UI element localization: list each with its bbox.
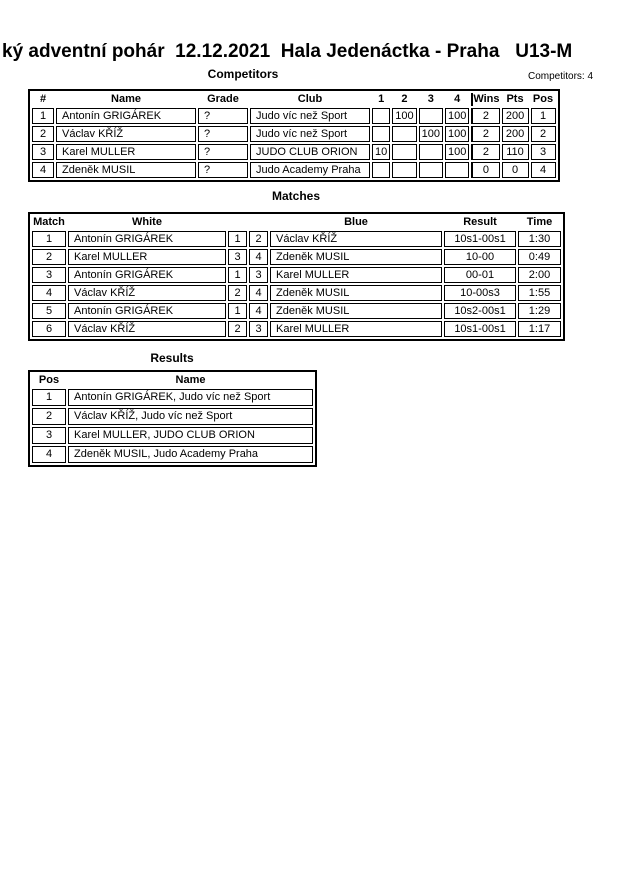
cell-score-3 bbox=[419, 144, 443, 160]
result-row bbox=[32, 389, 313, 406]
cell-pos: 2 bbox=[531, 126, 556, 142]
cell-result-name: Karel MULLER, JUDO CLUB ORION bbox=[68, 427, 313, 444]
competitor-row bbox=[32, 108, 556, 124]
cell-time: 1:55 bbox=[518, 285, 561, 301]
matches-header-row bbox=[32, 216, 561, 229]
cell-name: Antonín GRIGÁREK bbox=[56, 108, 196, 124]
col-header-white: White bbox=[132, 216, 162, 228]
competitor-row bbox=[32, 144, 556, 160]
competitors-table bbox=[28, 89, 560, 182]
col-header-name: Name bbox=[111, 93, 141, 105]
cell-blue-num: 2 bbox=[249, 231, 268, 247]
match-row bbox=[32, 249, 561, 265]
cell-match-num: 1 bbox=[32, 231, 66, 247]
cell-blue-num: 4 bbox=[249, 249, 268, 265]
col-header-4: 4 bbox=[454, 93, 461, 105]
cell-white-num: 1 bbox=[228, 303, 247, 319]
cell-time: 1:30 bbox=[518, 231, 561, 247]
cell-white-name: Antonín GRIGÁREK bbox=[68, 303, 226, 319]
cell-grade: ? bbox=[198, 162, 248, 178]
cell-pos: 2 bbox=[32, 408, 66, 425]
cell-grade: ? bbox=[198, 126, 248, 142]
cell-time: 1:29 bbox=[518, 303, 561, 319]
match-row bbox=[32, 303, 561, 319]
page-title: ký adventní pohár 12.12.2021 Hala Jedenáctka - Praha U13-M bbox=[2, 41, 573, 62]
cell-blue-name: Zdeněk MUSIL bbox=[270, 285, 442, 301]
cell-score-3 bbox=[419, 108, 443, 124]
cell-num: 4 bbox=[32, 162, 54, 178]
cell-pos: 3 bbox=[531, 144, 556, 160]
col-header-2: 2 bbox=[401, 93, 408, 105]
cell-score-1 bbox=[372, 162, 390, 178]
cell-pts: 110 bbox=[502, 144, 529, 160]
col-header-pos: Pos bbox=[38, 374, 60, 386]
cell-club: JUDO CLUB ORION bbox=[250, 144, 370, 160]
cell-pos: 4 bbox=[32, 446, 66, 463]
results-section-label: Results bbox=[150, 351, 194, 365]
cell-white-name: Václav KŘÍŽ bbox=[68, 321, 226, 337]
cell-white-name: Václav KŘÍŽ bbox=[68, 285, 226, 301]
cell-white-name: Antonín GRIGÁREK bbox=[68, 267, 226, 283]
results-header-row bbox=[32, 374, 313, 387]
cell-blue-num: 3 bbox=[249, 321, 268, 337]
cell-result: 00-01 bbox=[444, 267, 516, 283]
cell-score-2: 100 bbox=[392, 108, 416, 124]
cell-score-4: 100 bbox=[445, 144, 469, 160]
cell-score-2 bbox=[392, 144, 416, 160]
cell-white-num: 2 bbox=[228, 285, 247, 301]
cell-blue-name: Karel MULLER bbox=[270, 321, 442, 337]
cell-num: 1 bbox=[32, 108, 54, 124]
competitor-row bbox=[32, 162, 556, 178]
cell-club: Judo víc než Sport bbox=[250, 108, 370, 124]
cell-pos: 4 bbox=[531, 162, 556, 178]
cell-name: Karel MULLER bbox=[56, 144, 196, 160]
cell-pts: 200 bbox=[502, 108, 529, 124]
matches-section-label: Matches bbox=[271, 189, 321, 203]
cell-score-4: 100 bbox=[445, 126, 469, 142]
cell-time: 0:49 bbox=[518, 249, 561, 265]
cell-pos: 3 bbox=[32, 427, 66, 444]
cell-score-4 bbox=[445, 162, 469, 178]
cell-result: 10-00 bbox=[444, 249, 516, 265]
cell-time: 2:00 bbox=[518, 267, 561, 283]
match-row bbox=[32, 285, 561, 301]
cell-pos: 1 bbox=[531, 108, 556, 124]
col-header-blue-num bbox=[249, 216, 268, 229]
col-header-1: 1 bbox=[378, 93, 385, 105]
col-header-match: Match bbox=[33, 216, 65, 228]
col-header-blue: Blue bbox=[344, 216, 368, 228]
cell-score-1 bbox=[372, 126, 390, 142]
cell-white-name: Antonín GRIGÁREK bbox=[68, 231, 226, 247]
matches-table bbox=[28, 212, 565, 341]
col-header-pts: Pts bbox=[506, 93, 524, 105]
competitors-section-label: Competitors bbox=[207, 67, 279, 81]
cell-wins: 2 bbox=[471, 126, 499, 142]
cell-score-4: 100 bbox=[445, 108, 469, 124]
cell-result: 10s2-00s1 bbox=[444, 303, 516, 319]
cell-blue-name: Zdeněk MUSIL bbox=[270, 249, 442, 265]
cell-blue-num: 3 bbox=[249, 267, 268, 283]
cell-name: Václav KŘÍŽ bbox=[56, 126, 196, 142]
cell-score-3 bbox=[419, 162, 443, 178]
col-header-3: 3 bbox=[427, 93, 434, 105]
cell-name: Zdeněk MUSIL bbox=[56, 162, 196, 178]
cell-match-num: 2 bbox=[32, 249, 66, 265]
cell-blue-name: Václav KŘÍŽ bbox=[270, 231, 442, 247]
cell-result: 10s1-00s1 bbox=[444, 321, 516, 337]
cell-score-3: 100 bbox=[419, 126, 443, 142]
col-header-wins: Wins bbox=[473, 93, 500, 105]
cell-match-num: 4 bbox=[32, 285, 66, 301]
col-header-num: # bbox=[39, 93, 47, 105]
cell-result: 10-00s3 bbox=[444, 285, 516, 301]
cell-match-num: 5 bbox=[32, 303, 66, 319]
result-row bbox=[32, 427, 313, 444]
match-row bbox=[32, 321, 561, 337]
result-row bbox=[32, 446, 313, 463]
cell-result: 10s1-00s1 bbox=[444, 231, 516, 247]
cell-blue-name: Zdeněk MUSIL bbox=[270, 303, 442, 319]
cell-pts: 200 bbox=[502, 126, 529, 142]
cell-white-num: 2 bbox=[228, 321, 247, 337]
competitor-row bbox=[32, 126, 556, 142]
cell-score-1 bbox=[372, 108, 390, 124]
col-header-time: Time bbox=[526, 216, 553, 228]
cell-score-2 bbox=[392, 126, 416, 142]
cell-pts: 0 bbox=[502, 162, 529, 178]
cell-wins: 0 bbox=[471, 162, 499, 178]
results-table bbox=[28, 370, 317, 467]
cell-pos: 1 bbox=[32, 389, 66, 406]
cell-match-num: 3 bbox=[32, 267, 66, 283]
cell-white-num: 1 bbox=[228, 231, 247, 247]
cell-blue-num: 4 bbox=[249, 285, 268, 301]
match-row bbox=[32, 231, 561, 247]
col-header-club: Club bbox=[297, 93, 323, 105]
cell-num: 2 bbox=[32, 126, 54, 142]
cell-match-num: 6 bbox=[32, 321, 66, 337]
col-header-white-num bbox=[228, 216, 247, 229]
cell-num: 3 bbox=[32, 144, 54, 160]
cell-score-1: 10 bbox=[372, 144, 390, 160]
cell-club: Judo víc než Sport bbox=[250, 126, 370, 142]
col-header-pos: Pos bbox=[532, 93, 554, 105]
cell-score-2 bbox=[392, 162, 416, 178]
cell-result-name: Zdeněk MUSIL, Judo Academy Praha bbox=[68, 446, 313, 463]
cell-blue-num: 4 bbox=[249, 303, 268, 319]
cell-blue-name: Karel MULLER bbox=[270, 267, 442, 283]
match-row bbox=[32, 267, 561, 283]
cell-grade: ? bbox=[198, 108, 248, 124]
col-header-name: Name bbox=[175, 374, 206, 386]
cell-time: 1:17 bbox=[518, 321, 561, 337]
cell-white-num: 1 bbox=[228, 267, 247, 283]
cell-club: Judo Academy Praha bbox=[250, 162, 370, 178]
cell-grade: ? bbox=[198, 144, 248, 160]
cell-wins: 2 bbox=[471, 144, 499, 160]
cell-result-name: Antonín GRIGÁREK, Judo víc než Sport bbox=[68, 389, 313, 406]
cell-white-name: Karel MULLER bbox=[68, 249, 226, 265]
col-header-grade: Grade bbox=[207, 93, 239, 105]
col-header-result: Result bbox=[463, 216, 497, 228]
competitors-header-row bbox=[32, 93, 556, 106]
cell-white-num: 3 bbox=[228, 249, 247, 265]
competitors-count: Competitors: 4 bbox=[528, 71, 594, 82]
cell-wins: 2 bbox=[471, 108, 499, 124]
cell-result-name: Václav KŘÍŽ, Judo víc než Sport bbox=[68, 408, 313, 425]
result-row bbox=[32, 408, 313, 425]
